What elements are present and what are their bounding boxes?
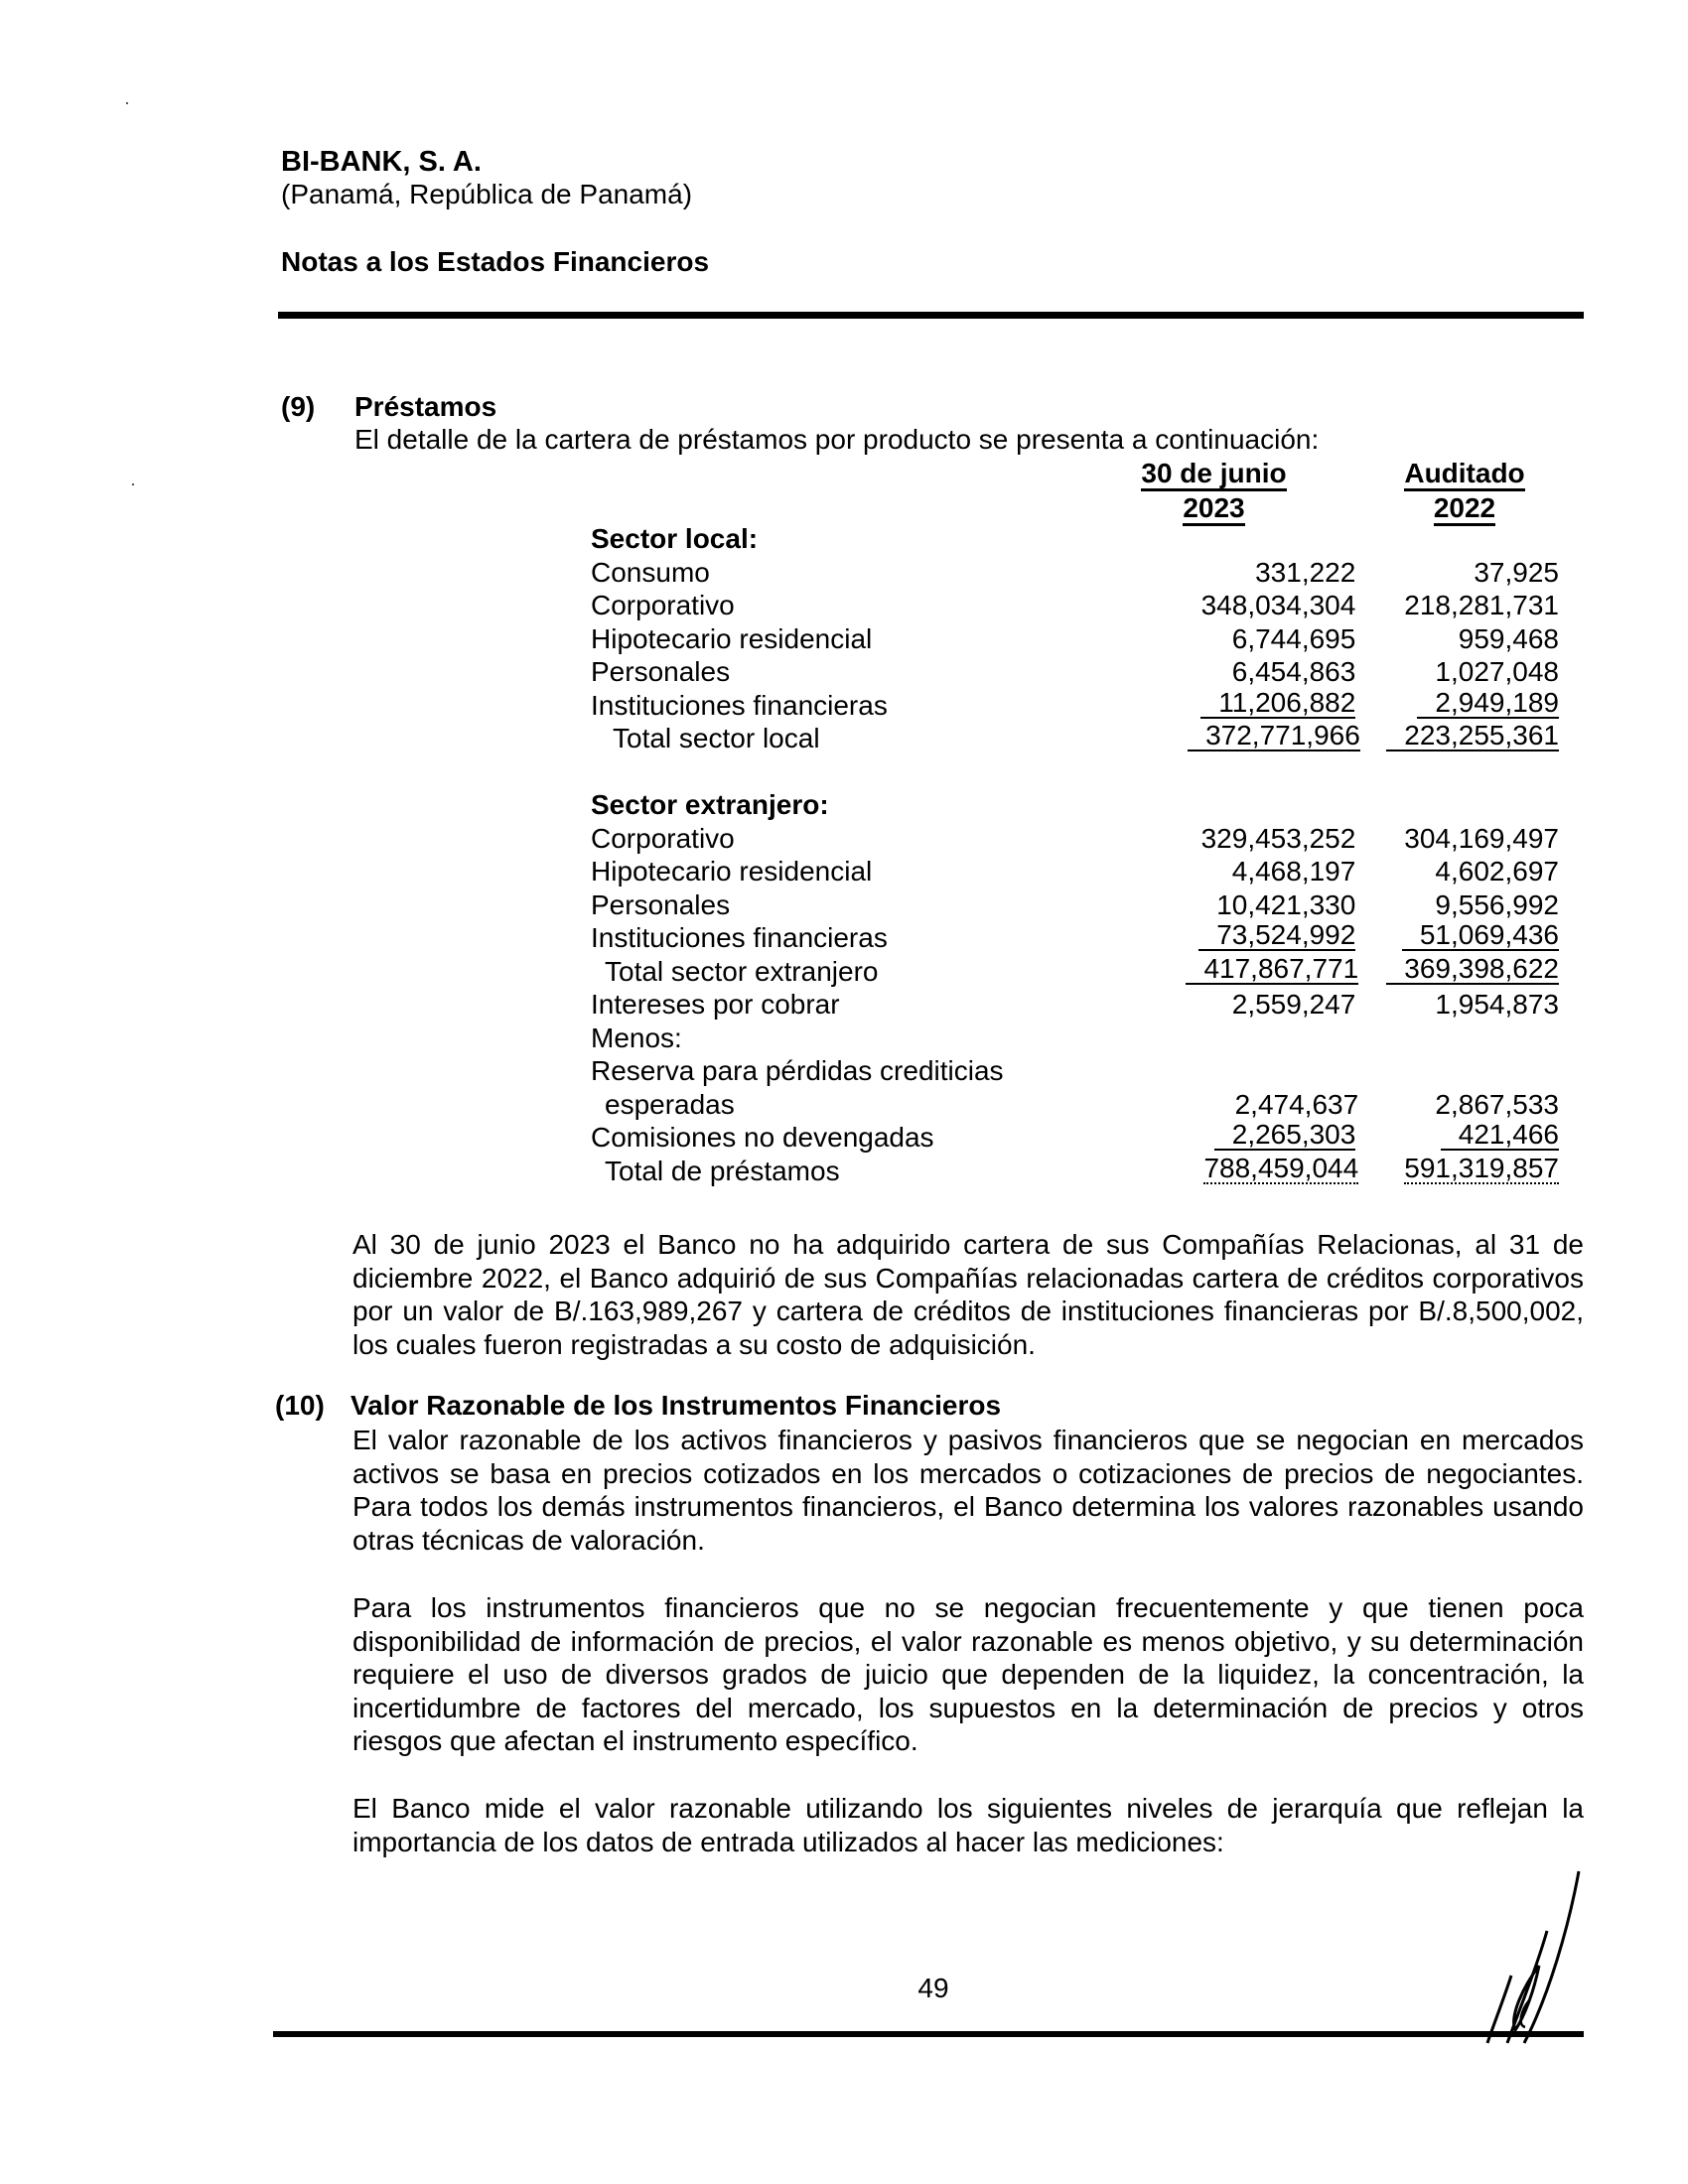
column-header-2023-line1: 30 de junio bbox=[1141, 459, 1286, 491]
value-cell-2023 bbox=[1197, 1054, 1356, 1088]
scan-speck bbox=[126, 102, 128, 104]
table-row bbox=[591, 952, 1559, 989]
row-label: Reserva para pérdidas crediticias bbox=[591, 1055, 1004, 1086]
table-row bbox=[591, 1152, 1559, 1188]
row-label: Hipotecario residencial bbox=[591, 856, 873, 887]
value-cell-2022 bbox=[1400, 655, 1559, 689]
row-label: Corporativo bbox=[591, 590, 735, 620]
row-label: Personales bbox=[591, 656, 731, 687]
value-2023: 417,867,771 bbox=[1186, 955, 1358, 985]
table-row bbox=[591, 988, 1559, 1022]
value-2022: 591,319,857 bbox=[1404, 1152, 1559, 1183]
row-label: Total sector local bbox=[613, 723, 820, 753]
value-cell-2023 bbox=[1202, 1152, 1359, 1188]
value-2022: 421,466 bbox=[1441, 1121, 1559, 1151]
value-cell-2022 bbox=[1400, 921, 1559, 955]
table-spacer bbox=[591, 755, 1559, 789]
value-cell-2022 bbox=[1400, 1121, 1559, 1155]
value-2023: 6,744,695 bbox=[1231, 622, 1356, 654]
column-header-2022 bbox=[1395, 457, 1534, 526]
row-label: Corporativo bbox=[591, 822, 735, 854]
value-cell-2023 bbox=[1197, 522, 1356, 556]
value-cell-2022 bbox=[1403, 952, 1559, 989]
header-divider bbox=[278, 312, 1584, 319]
value-2023: 788,459,044 bbox=[1203, 1152, 1359, 1183]
value-2023: 4,468,197 bbox=[1231, 856, 1356, 887]
row-label: Comisiones no devengadas bbox=[591, 1122, 934, 1153]
value-cell-2022 bbox=[1400, 589, 1559, 622]
value-cell-2023 bbox=[1197, 1022, 1356, 1055]
table-row bbox=[591, 556, 1559, 590]
loans-table bbox=[591, 522, 1559, 1187]
page-number: 49 bbox=[917, 1973, 949, 2003]
value-cell-2023 bbox=[1197, 556, 1356, 590]
value-2022: 1,954,873 bbox=[1435, 989, 1559, 1020]
value-2023: 11,206,882 bbox=[1200, 689, 1355, 719]
value-cell-2023 bbox=[1197, 622, 1356, 656]
value-2022: 369,398,622 bbox=[1386, 955, 1559, 985]
column-header-2023 bbox=[1122, 457, 1306, 526]
section-9-intro: El detalle de la cartera de préstamos por producto se presenta a continuación: bbox=[354, 424, 1320, 455]
document-title: Notas a los Estados Financieros bbox=[281, 246, 710, 277]
value-cell-2023 bbox=[1197, 655, 1356, 689]
table-row bbox=[591, 1088, 1559, 1122]
row-label: Hipotecario residencial bbox=[591, 622, 873, 654]
value-cell-2023 bbox=[1197, 755, 1356, 789]
value-cell-2022 bbox=[1400, 755, 1559, 789]
value-2023: 73,524,992 bbox=[1198, 921, 1355, 951]
table-row bbox=[591, 1022, 1559, 1055]
value-2022: 51,069,436 bbox=[1402, 921, 1559, 951]
value-cell-2022 bbox=[1400, 1022, 1559, 1055]
row-label: Total de préstamos bbox=[605, 1155, 840, 1186]
table-row bbox=[591, 589, 1559, 622]
value-cell-2022 bbox=[1400, 988, 1559, 1022]
column-header-2022-line2: 2022 bbox=[1434, 493, 1495, 526]
value-cell-2023 bbox=[1197, 921, 1356, 955]
value-cell-2022 bbox=[1400, 556, 1559, 590]
value-cell-2023 bbox=[1197, 788, 1356, 822]
company-name: BI-BANK, S. A. bbox=[281, 146, 482, 178]
value-cell-2023 bbox=[1197, 988, 1356, 1022]
value-2022: 9,556,992 bbox=[1435, 888, 1559, 920]
value-cell-2022 bbox=[1403, 1152, 1559, 1188]
row-label: Sector local: bbox=[591, 523, 759, 554]
row-label: Instituciones financieras bbox=[591, 922, 888, 953]
value-2022: 37,925 bbox=[1474, 556, 1559, 588]
value-2023: 2,265,303 bbox=[1214, 1121, 1356, 1151]
row-label: esperadas bbox=[605, 1088, 735, 1120]
table-section-heading bbox=[591, 788, 1559, 822]
value-2022: 959,468 bbox=[1458, 622, 1559, 654]
row-label: Sector extranjero: bbox=[591, 789, 829, 820]
scan-speck bbox=[132, 483, 134, 485]
table-row bbox=[591, 822, 1559, 856]
value-2022: 223,255,361 bbox=[1386, 722, 1559, 751]
section-10-number: (10) bbox=[275, 1390, 325, 1421]
value-cell-2023 bbox=[1197, 822, 1356, 856]
footer-divider bbox=[273, 2031, 1584, 2037]
value-cell-2023 bbox=[1197, 888, 1356, 922]
section-10-paragraph-2: Para los instrumentos financieros que no se negocian frecuentemente y que tienen poca disponibilidad de información de precios, el valor razonable es menos objetivo, y su determinación requiere el uso de diversos grados de juicio que dependen de la liquidez, la concentración, la incertidumbre de factores del mercado, los supuestos en la determinación de precios y otros riesgos que afectan el instrumento específico. bbox=[352, 1592, 1584, 1756]
value-cell-2022 bbox=[1400, 1054, 1559, 1088]
table-row bbox=[591, 1121, 1559, 1155]
value-2023: 348,034,304 bbox=[1200, 590, 1356, 620]
value-2022: 4,602,697 bbox=[1435, 856, 1559, 887]
value-cell-2023 bbox=[1202, 1088, 1358, 1122]
section-9-title: Préstamos bbox=[354, 391, 497, 422]
value-cell-2023 bbox=[1206, 722, 1360, 755]
value-cell-2023 bbox=[1197, 855, 1356, 888]
value-cell-2022 bbox=[1400, 822, 1559, 856]
value-cell-2022 bbox=[1400, 855, 1559, 888]
value-2023: 10,421,330 bbox=[1216, 888, 1356, 920]
section-10-title: Valor Razonable de los Instrumentos Financieros bbox=[351, 1390, 1002, 1421]
value-cell-2023 bbox=[1202, 952, 1359, 989]
value-cell-2023 bbox=[1197, 686, 1356, 723]
value-2023: 372,771,966 bbox=[1188, 722, 1360, 751]
row-label: Intereses por cobrar bbox=[591, 989, 840, 1020]
table-row bbox=[591, 722, 1559, 755]
table-row bbox=[591, 1054, 1559, 1088]
row-label: Instituciones financieras bbox=[591, 689, 888, 721]
value-2023: 331,222 bbox=[1255, 556, 1356, 588]
signature-icon bbox=[1430, 1866, 1589, 2045]
value-2022: 218,281,731 bbox=[1404, 590, 1559, 620]
row-label: Personales bbox=[591, 888, 731, 920]
table-row bbox=[591, 921, 1559, 955]
table-row bbox=[591, 888, 1559, 922]
table-row bbox=[591, 686, 1559, 723]
value-2023: 2,559,247 bbox=[1231, 989, 1356, 1020]
section-10-paragraph-3: El Banco mide el valor razonable utilizando los siguientes niveles de jerarquía que reflejan la importancia de los datos de entrada utilizados al hacer las mediciones: bbox=[352, 1793, 1584, 1857]
table-row bbox=[591, 622, 1559, 656]
value-2023: 6,454,863 bbox=[1231, 656, 1356, 687]
value-2022: 2,867,533 bbox=[1435, 1088, 1559, 1120]
row-label: Consumo bbox=[591, 556, 710, 588]
table-section-heading bbox=[591, 522, 1559, 556]
value-cell-2022 bbox=[1400, 622, 1559, 656]
column-header-2023-line2: 2023 bbox=[1183, 493, 1244, 526]
value-cell-2022 bbox=[1405, 722, 1559, 755]
value-2023: 329,453,252 bbox=[1200, 822, 1356, 854]
section-9-number: (9) bbox=[281, 391, 316, 422]
value-2022: 304,169,497 bbox=[1404, 822, 1559, 854]
row-label bbox=[591, 755, 1054, 789]
value-cell-2023 bbox=[1197, 1121, 1356, 1155]
value-cell-2022 bbox=[1400, 686, 1559, 723]
value-cell-2022 bbox=[1400, 888, 1559, 922]
table-row bbox=[591, 655, 1559, 689]
value-cell-2023 bbox=[1197, 589, 1356, 622]
value-cell-2022 bbox=[1400, 522, 1559, 556]
value-cell-2022 bbox=[1400, 788, 1559, 822]
row-label: Menos: bbox=[591, 1022, 682, 1053]
value-cell-2022 bbox=[1403, 1088, 1559, 1122]
value-2022: 1,027,048 bbox=[1435, 656, 1559, 687]
table-row bbox=[591, 855, 1559, 888]
row-label: Total sector extranjero bbox=[605, 955, 879, 987]
company-location: (Panamá, República de Panamá) bbox=[281, 179, 693, 209]
section-9-note: Al 30 de junio 2023 el Banco no ha adquirido cartera de sus Compañías Relacionas, al 31 de diciembre 2022, el Banco adquirió de sus Compañías relacionadas cartera de créditos corporativos por un valor de B/.163,989,267 y cartera de créditos de instituciones financieras por B/.8,500,002, los cuales fueron registradas a su costo de adquisición. bbox=[352, 1229, 1584, 1360]
column-header-2022-line1: Auditado bbox=[1404, 459, 1524, 491]
value-2022: 2,949,189 bbox=[1417, 689, 1559, 719]
value-2023: 2,474,637 bbox=[1234, 1088, 1359, 1120]
section-10-paragraph-1: El valor razonable de los activos financieros y pasivos financieros que se negocian en mercados activos se basa en precios cotizados en los mercados o cotizaciones de precios de negociantes. Para todos los demás instrumentos financieros, el Banco determina los valores razonables usando otras técnicas de valoración. bbox=[352, 1425, 1584, 1556]
